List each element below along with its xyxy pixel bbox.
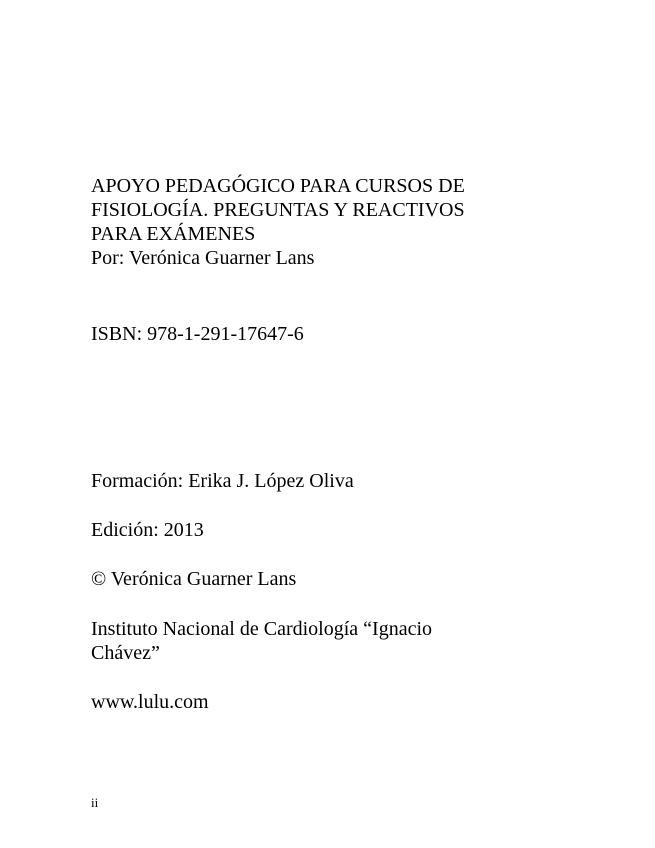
isbn-text: ISBN: 978-1-291-17647-6	[91, 323, 304, 345]
book-title-line-3: PARA EXÁMENES	[91, 223, 256, 245]
copyright-notice: © Verónica Guarner Lans	[91, 568, 297, 590]
institute-line-1: Instituto Nacional de Cardiología “Ignacio	[91, 618, 433, 640]
institute-line-2: Chávez”	[91, 642, 160, 664]
website-link: www.lulu.com	[91, 691, 209, 713]
book-title-line-2: FISIOLOGÍA. PREGUNTAS Y REACTIVOS	[91, 199, 465, 221]
edition-credit: Edición: 2013	[91, 519, 204, 541]
author-line: Por: Verónica Guarner Lans	[91, 247, 315, 269]
title-block	[91, 174, 465, 270]
page-number: ii	[91, 795, 99, 810]
book-title-line-1: APOYO PEDAGÓGICO PARA CURSOS DE	[91, 175, 465, 197]
institute-credit	[91, 617, 432, 665]
formacion-credit: Formación: Erika J. López Oliva	[91, 470, 354, 492]
